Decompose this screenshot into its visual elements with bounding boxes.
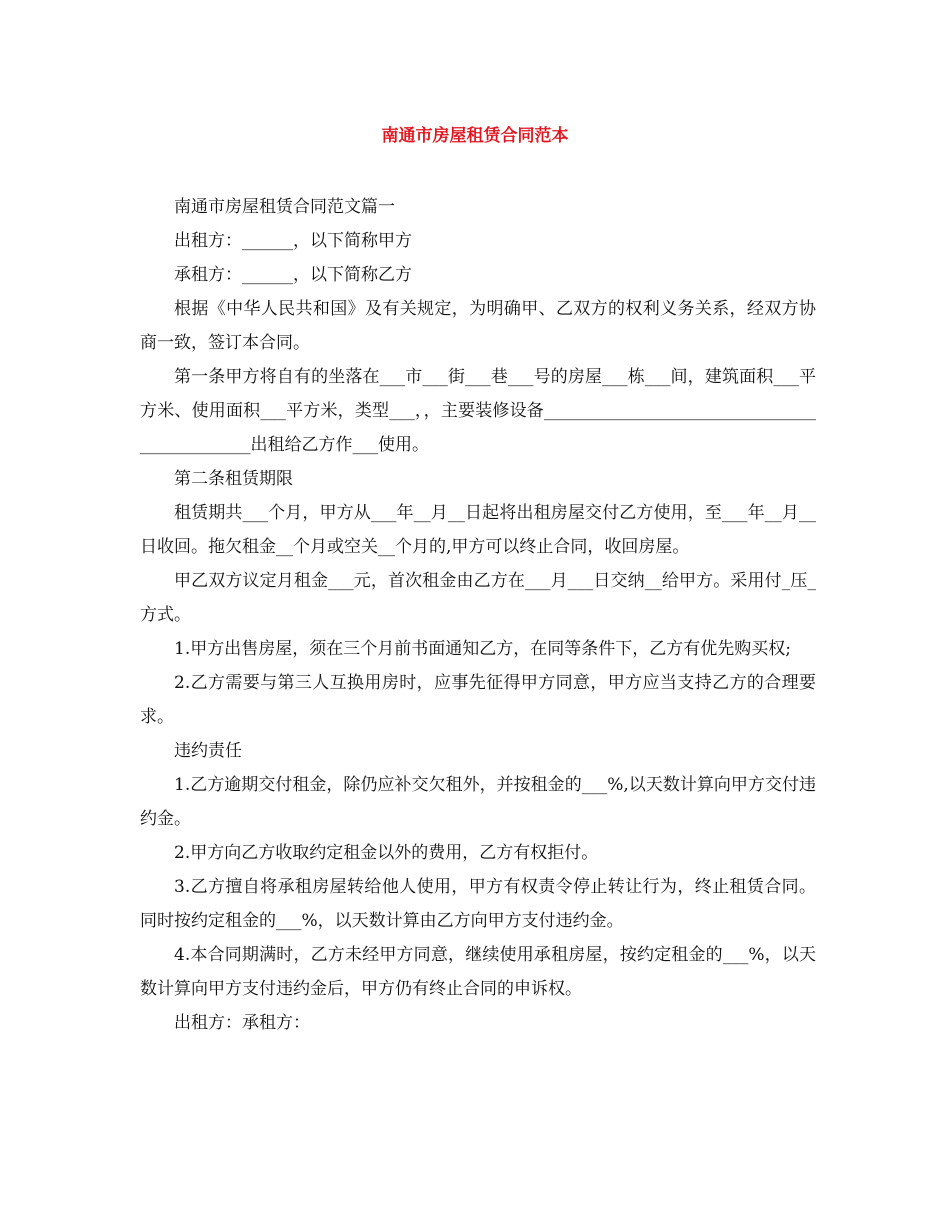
breach-clause-3: 3.乙方擅自将承租房屋转给他人使用，甲方有权责令停止转让行为，终止租赁合同。同时按约定租金的___%，以天数计算由乙方向甲方支付违约金。 <box>140 877 816 931</box>
signature-line: 出租方：承租方： <box>174 1013 310 1033</box>
rent-paragraph: 甲乙双方议定月租金___元，首次租金由乙方在___月___日交纳__给甲方。采用付_压_方式。 <box>140 571 816 625</box>
breach-clause-2: 2.甲方向乙方收取约定租金以外的费用，乙方有权拒付。 <box>174 843 599 863</box>
breach-clause-4: 4.本合同期满时，乙方未经甲方同意，继续使用承租房屋，按约定租金的___%，以天数计算向甲方支付违约金后，甲方仍有终止合同的申诉权。 <box>140 945 816 999</box>
document-body <box>140 190 816 1040</box>
clause-exchange-paragraph: 2.乙方需要与第三人互换用房时，应事先征得甲方同意，甲方应当支持乙方的合理要求。 <box>140 673 816 727</box>
lease-term-paragraph: 租赁期共___个月，甲方从___年__月__日起将出租房屋交付乙方使用，至___年__月__日收回。拖欠租金__个月或空关__个月的,甲方可以终止合同，收回房屋。 <box>140 503 816 557</box>
article-one-paragraph: 第一条甲方将自有的坐落在___市___街___巷___号的房屋___栋___间，建筑面积___平方米、使用面积___平方米，类型___，，主要装修设备_____________________________________________出租给乙方作___使用。 <box>140 367 816 455</box>
breach-clause-1: 1.乙方逾期交付租金，除仍应补交欠租外，并按租金的___%,以天数计算向甲方交付违约金。 <box>140 775 816 829</box>
breach-heading: 违约责任 <box>174 741 242 761</box>
lessee-line: 承租方：______，以下简称乙方 <box>174 265 412 285</box>
section-heading: 南通市房屋租赁合同范文篇一 <box>174 197 395 217</box>
article-two-heading: 第二条租赁期限 <box>174 469 293 489</box>
lessor-line: 出租方：______，以下简称甲方 <box>174 231 412 251</box>
document-title: 南通市房屋租赁合同范本 <box>381 126 569 146</box>
preamble-paragraph: 根据《中华人民共和国》及有关规定，为明确甲、乙双方的权利义务关系，经双方协商一致，签订本合同。 <box>140 299 816 353</box>
clause-sale-paragraph: 1.甲方出售房屋，须在三个月前书面通知乙方，在同等条件下，乙方有优先购买权; <box>174 639 791 659</box>
